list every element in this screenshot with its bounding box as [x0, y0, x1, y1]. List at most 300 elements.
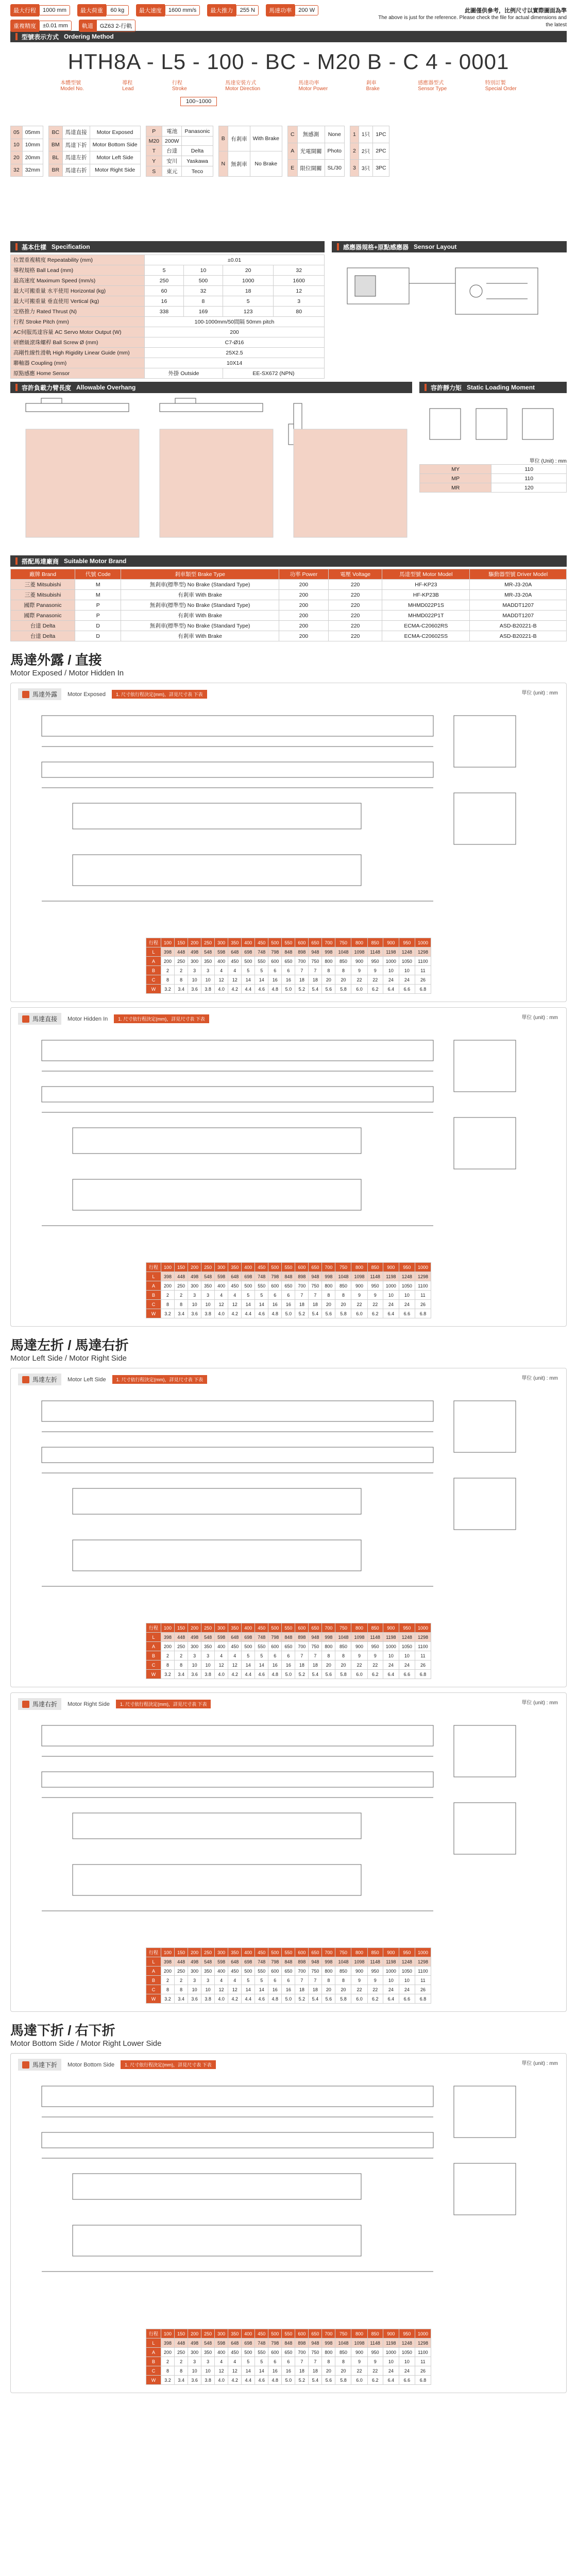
ordering-header	[10, 31, 567, 42]
drawing-note: 1. 尺寸依行程決定(mm)，詳見尺寸表 下表	[114, 1014, 209, 1023]
dimension-value: 848	[282, 2338, 295, 2348]
dimension-value: 8	[161, 1300, 175, 1309]
field-caption	[299, 78, 328, 92]
motor-voltage: 220	[329, 621, 382, 631]
dimension-value: 1148	[367, 1272, 383, 1281]
dimension-table	[146, 938, 431, 994]
dimension-value: 698	[242, 1272, 255, 1281]
dimension-value: 400	[215, 1281, 228, 1291]
motor-brand: 國際 Panasonic	[11, 600, 75, 611]
dimension-value: 8	[335, 1651, 351, 1660]
dimension-value: 698	[242, 1957, 255, 1967]
dimension-row	[146, 1263, 431, 1272]
spec-value: 100-1000mm/50間隔 50mm pitch	[145, 317, 325, 327]
dimension-value: 150	[175, 2329, 188, 2338]
table-cell: BM	[48, 139, 62, 151]
table-row	[146, 137, 213, 146]
motor-row	[11, 580, 567, 590]
dimension-row	[146, 2366, 431, 2376]
field-caption-en: Motor Direction	[225, 86, 261, 92]
dimension-value: 22	[367, 1300, 383, 1309]
motor-row	[11, 621, 567, 631]
drawing-line	[42, 1087, 433, 1102]
dimension-value: 250	[175, 1967, 188, 1976]
table-cell: 3PC	[373, 160, 389, 177]
drawing-head	[11, 1368, 566, 1385]
stroke-range: 100~1000	[180, 97, 217, 106]
dimension-value: 1100	[415, 1967, 431, 1976]
dimension-value: 700	[295, 1281, 309, 1291]
dimension-value: 1098	[351, 1957, 367, 1967]
dimension-value: 1198	[383, 1957, 399, 1967]
dimension-value: 5	[242, 2357, 255, 2366]
dimension-value: 26	[415, 975, 431, 985]
spec-value: 200	[145, 327, 325, 337]
dimension-value: 1100	[415, 1642, 431, 1651]
drawing-line	[42, 2132, 433, 2148]
spec-table	[10, 255, 325, 379]
motor-brake-type: 無剎車(標準型) No Brake (Standard Type)	[121, 580, 279, 590]
spec-pill-label: 最大荷重	[77, 4, 106, 16]
dimension-value: 8	[322, 2357, 335, 2366]
dimension-value: 400	[242, 1948, 255, 1957]
dimension-value: 900	[383, 938, 399, 947]
dimension-row	[146, 985, 431, 994]
dimension-value: 22	[351, 1300, 367, 1309]
dimension-value: 11	[415, 2357, 431, 2366]
motor-code: M	[75, 580, 121, 590]
dimension-value: 948	[309, 1957, 322, 1967]
dimension-value: 448	[175, 1957, 188, 1967]
table-row	[287, 143, 344, 160]
dimension-value: 6	[282, 966, 295, 975]
dimension-row	[146, 1291, 431, 1300]
dimension-value: 848	[282, 1957, 295, 1967]
dimension-value: 5.6	[322, 2376, 335, 2385]
table-cell: Delta	[182, 146, 213, 156]
dimension-value: 598	[215, 2338, 228, 2348]
dimension-value: 948	[309, 1633, 322, 1642]
dimension-key: 行程	[146, 2329, 161, 2338]
dimension-value: 3.2	[161, 1309, 175, 1318]
dimension-value: 3.6	[188, 1670, 201, 1679]
dimension-value: 7	[295, 966, 309, 975]
dimension-value: 700	[322, 1948, 335, 1957]
dimension-value: 5	[255, 2357, 268, 2366]
dimension-value: 900	[351, 957, 367, 966]
dimension-value: 3.4	[175, 2376, 188, 2385]
drawing-line	[42, 1447, 433, 1463]
dimension-value: 5.8	[335, 985, 351, 994]
drawing-line	[42, 716, 433, 736]
dimension-value: 14	[242, 1660, 255, 1670]
dimension-value: 548	[201, 1272, 215, 1281]
spec-pill-value: 60 kg	[106, 5, 129, 15]
dimension-value: 6.0	[351, 1670, 367, 1679]
dimension-value: 600	[268, 1967, 282, 1976]
dimension-value: 24	[383, 975, 399, 985]
dimension-value: 950	[367, 1642, 383, 1651]
dimension-value: 16	[282, 975, 295, 985]
dimension-value: 1048	[335, 1272, 351, 1281]
dimension-value: 5	[255, 966, 268, 975]
table-cell: BR	[48, 164, 62, 177]
dimension-value: 6.4	[383, 2376, 399, 2385]
dimension-value: 3	[201, 966, 215, 975]
dimension-value: 700	[322, 1263, 335, 1272]
spec-value: 25X2.5	[145, 348, 325, 358]
dimension-value: 948	[309, 2338, 322, 2348]
dimension-value: 400	[242, 2329, 255, 2338]
dimension-value: 550	[282, 1263, 295, 1272]
accent-bar	[425, 384, 427, 391]
drawing-head	[11, 1693, 566, 1710]
dimension-value: 5.8	[335, 1309, 351, 1318]
dimension-value: 22	[351, 2366, 367, 2376]
dimension-value: 9	[351, 1291, 367, 1300]
dimension-value: 6.0	[351, 1309, 367, 1318]
dimension-value: 750	[309, 1281, 322, 1291]
spec-pill-value: 255 N	[236, 5, 259, 15]
table-cell: 2	[350, 143, 359, 160]
dimension-value: 18	[295, 1660, 309, 1670]
dimension-value: 14	[255, 975, 268, 985]
dimension-value: 4.6	[255, 2376, 268, 2385]
dimension-value: 8	[322, 966, 335, 975]
dimension-value: 1048	[335, 1633, 351, 1642]
dimension-value: 1000	[415, 2329, 431, 2338]
dimension-value: 700	[322, 938, 335, 947]
dimension-value: 750	[335, 1263, 351, 1272]
dimension-value: 4	[215, 1291, 228, 1300]
dimension-value: 600	[295, 1263, 309, 1272]
drawing-line	[42, 762, 433, 777]
dimension-value: 750	[309, 2348, 322, 2357]
dimension-value: 1298	[415, 1633, 431, 1642]
table-cell: Panasonic	[182, 126, 213, 137]
dimension-value: 18	[295, 975, 309, 985]
field-caption-en: Special Order	[485, 86, 517, 92]
sensor-title-cn: 感應器規格+原點感應器	[343, 243, 409, 251]
dimension-value: 5.8	[335, 2376, 351, 2385]
dimension-value: 6	[282, 1976, 295, 1985]
drawing-line	[73, 2174, 361, 2199]
ordering-title-cn: 型號表示方式	[22, 33, 59, 41]
motor-row	[11, 631, 567, 641]
dimension-value: 24	[383, 2366, 399, 2376]
dimension-value: 3.8	[201, 1670, 215, 1679]
stroke-range-box	[180, 97, 217, 106]
dimension-table	[146, 1262, 431, 1318]
dimension-row	[146, 1994, 431, 2004]
dimension-value: 1098	[351, 1272, 367, 1281]
dimension-value: 250	[201, 1263, 215, 1272]
dimension-value: 1148	[367, 1957, 383, 1967]
dimension-value: 11	[415, 1976, 431, 1985]
dimension-value: 350	[201, 2348, 215, 2357]
dimension-value: 850	[335, 1967, 351, 1976]
drawing-note: 1. 尺寸依行程決定(mm)，詳見尺寸表 下表	[112, 1375, 208, 1384]
dimension-value: 5	[255, 1291, 268, 1300]
dimension-value: 6.8	[415, 985, 431, 994]
spec-pill	[10, 20, 72, 32]
dimension-value: 6	[268, 2357, 282, 2366]
motor-name: Motor Left Side	[67, 1376, 106, 1383]
spec-value: 32	[183, 286, 223, 296]
table-cell: Motor Exposed	[90, 126, 140, 139]
dimension-value: 100	[161, 1263, 175, 1272]
dimension-table	[146, 2329, 431, 2385]
motor-brand: 三菱 Mitsubishi	[11, 590, 75, 600]
dimension-value: 800	[322, 1967, 335, 1976]
dimension-value: 24	[399, 2366, 415, 2376]
dimension-value: 1000	[383, 1967, 399, 1976]
dimension-value: 600	[295, 1623, 309, 1633]
dimension-value: 5.4	[309, 985, 322, 994]
dimension-value: 350	[201, 957, 215, 966]
dimension-value: 18	[295, 2366, 309, 2376]
dimension-value: 400	[242, 938, 255, 947]
dimension-value: 18	[309, 2366, 322, 2376]
technical-drawing	[11, 1385, 566, 1617]
dimension-value: 900	[383, 1948, 399, 1957]
dimension-value: 548	[201, 947, 215, 957]
motor-brand: 三菱 Mitsubishi	[11, 580, 75, 590]
dimension-value: 1050	[399, 1642, 415, 1651]
dimension-value: 5	[255, 1976, 268, 1985]
spec-pill-value: 200 W	[295, 5, 318, 15]
driver-model: MADDT1207	[470, 611, 567, 621]
dimension-value: 250	[175, 2348, 188, 2357]
table-cell: Yaskawa	[182, 156, 213, 166]
dimension-value: 20	[322, 2366, 335, 2376]
dimension-value: 22	[351, 975, 367, 985]
dimension-value: 398	[161, 2338, 175, 2348]
motor-tag	[18, 2059, 61, 2071]
table-row	[350, 160, 389, 177]
dimension-value: 4.8	[268, 985, 282, 994]
spec-value: 18	[223, 286, 273, 296]
drawing-note: 1. 尺寸依行程決定(mm)，詳見尺寸表 下表	[121, 2060, 216, 2069]
motor-brake-type: 無剎車(標準型) No Brake (Standard Type)	[121, 600, 279, 611]
table-cell: MY	[420, 465, 491, 474]
table-row	[48, 164, 140, 177]
dimension-value: 400	[242, 1623, 255, 1633]
motor-power: 200	[279, 611, 328, 621]
dimension-value: 300	[215, 1948, 228, 1957]
dimension-value: 850	[335, 1281, 351, 1291]
motor-model: HF-KP23B	[382, 590, 470, 600]
dimension-value: 1098	[351, 2338, 367, 2348]
dimension-value: 998	[322, 1957, 335, 1967]
drawing-line	[73, 1540, 361, 1571]
dimension-row	[146, 957, 431, 966]
table-row	[11, 126, 43, 139]
dimension-value: 500	[268, 1948, 282, 1957]
dimension-value: 4.8	[268, 1994, 282, 2004]
dimension-value: 2	[175, 1651, 188, 1660]
dimension-value: 1100	[415, 957, 431, 966]
table-cell: 東元	[162, 166, 182, 177]
sensor-layout-diagram	[332, 252, 567, 361]
table-cell: B	[218, 126, 228, 151]
dimension-value: 26	[415, 1985, 431, 1994]
dimension-value: 950	[399, 1948, 415, 1957]
dimension-value: 650	[309, 2329, 322, 2338]
table-cell: 馬達左折	[62, 151, 90, 164]
spec-value: 16	[145, 296, 184, 307]
dimension-key: W	[146, 985, 161, 994]
table-row	[146, 156, 213, 166]
dimension-value: 800	[322, 1281, 335, 1291]
table-cell: 1只	[359, 126, 372, 143]
dimension-value: 6.0	[351, 985, 367, 994]
dimension-value: 5.0	[282, 985, 295, 994]
overhang-title-en: Allowable Overhang	[76, 384, 136, 391]
dimension-key: L	[146, 947, 161, 957]
table-cell: 10	[11, 139, 23, 151]
dimension-value: 150	[175, 1948, 188, 1957]
spec-value: C7-Ø16	[145, 337, 325, 348]
dimension-value: 2	[175, 1976, 188, 1985]
dimension-value: 12	[215, 1985, 228, 1994]
dimension-value: 24	[399, 1985, 415, 1994]
spec-value: 60	[145, 286, 184, 296]
dimension-key: 行程	[146, 938, 161, 947]
dimension-value: 650	[282, 1281, 295, 1291]
dimension-value: 200	[188, 1623, 201, 1633]
table-row	[350, 126, 389, 143]
table-cell: Motor Bottom Side	[90, 139, 140, 151]
drawing-unit: 單位 (unit) : mm	[521, 690, 558, 696]
table-row	[146, 166, 213, 177]
dimension-value: 550	[255, 957, 268, 966]
spec-value: 338	[145, 307, 184, 317]
dimension-value: 1000	[383, 957, 399, 966]
dimension-row	[146, 2376, 431, 2385]
dimension-value: 150	[175, 1623, 188, 1633]
table-cell: 05mm	[22, 126, 43, 139]
spec-title-cn: 基本仕樣	[22, 243, 47, 251]
motor-power: 200	[279, 590, 328, 600]
dimension-value: 748	[255, 1272, 268, 1281]
dimension-value: 548	[201, 2338, 215, 2348]
dimension-value: 850	[367, 1948, 383, 1957]
table-row	[420, 465, 567, 474]
field-caption	[485, 78, 517, 92]
dimension-value: 1000	[415, 1263, 431, 1272]
overhang-title-cn: 容許負載力臂長度	[22, 384, 72, 392]
driver-model: MR-J3-20A	[470, 590, 567, 600]
overhang-header	[10, 382, 412, 393]
spec-label: 導程規格 Ball Lead (mm)	[11, 265, 145, 276]
spec-row	[11, 327, 325, 337]
table-cell: M20	[146, 137, 162, 146]
dimension-row	[146, 938, 431, 947]
dimension-value: 5.0	[282, 1670, 295, 1679]
dimension-value: 498	[188, 1957, 201, 1967]
dimension-value: 600	[295, 938, 309, 947]
moment-title-en: Static Loading Moment	[467, 384, 535, 391]
dimension-value: 398	[161, 947, 175, 957]
dimension-value: 6.4	[383, 1994, 399, 2004]
dimension-value: 950	[367, 1967, 383, 1976]
dimension-value: 350	[228, 938, 242, 947]
dimension-value: 8	[175, 1660, 188, 1670]
dimension-value: 3.6	[188, 985, 201, 994]
motor-name: Motor Exposed	[67, 691, 106, 698]
field-caption-en: Brake	[366, 86, 380, 92]
table-cell: 3只	[359, 160, 372, 177]
spec-value: 20	[223, 265, 273, 276]
dimension-value: 16	[268, 1300, 282, 1309]
motor-tag-label: 馬達外露	[32, 691, 58, 698]
motor-row	[11, 611, 567, 621]
dimension-key: C	[146, 1660, 161, 1670]
moment-title-cn: 容許靜力矩	[431, 384, 462, 392]
dimension-value: 850	[367, 1623, 383, 1633]
dimension-value: 950	[367, 957, 383, 966]
dimension-value: 8	[322, 1976, 335, 1985]
dimension-value: 16	[268, 1660, 282, 1670]
dimension-value: 350	[201, 1642, 215, 1651]
dimension-value: 800	[351, 1623, 367, 1633]
dimension-value: 650	[282, 2348, 295, 2357]
dimension-value: 800	[322, 957, 335, 966]
dimension-value: 1298	[415, 2338, 431, 2348]
dimension-value: 800	[351, 938, 367, 947]
section-title: 馬達下折 / 右下折	[10, 2023, 115, 2038]
dimension-value: 10	[201, 1660, 215, 1670]
dimension-value: 998	[322, 1272, 335, 1281]
dimension-value: 250	[201, 1948, 215, 1957]
direction-table	[48, 126, 141, 177]
dimension-value: 450	[228, 2348, 242, 2357]
dimension-value: 8	[175, 1300, 188, 1309]
spec-row	[11, 358, 325, 368]
dimension-value: 6.2	[367, 1309, 383, 1318]
dimension-value: 200	[188, 1948, 201, 1957]
field-caption-en: Motor Power	[298, 86, 328, 92]
dimension-value: 798	[268, 1272, 282, 1281]
dimension-value: 398	[161, 1633, 175, 1642]
dimension-value: 550	[255, 2348, 268, 2357]
motor-model: HF-KP23	[382, 580, 470, 590]
dimension-value: 800	[351, 1948, 367, 1957]
dimension-value: 700	[295, 1967, 309, 1976]
motor-model: ECMA-C20602RS	[382, 621, 470, 631]
dimension-value: 1148	[367, 1633, 383, 1642]
dimension-value: 898	[295, 1633, 309, 1642]
table-cell: 1	[350, 126, 359, 143]
dimension-key: W	[146, 1670, 161, 1679]
drawing-line	[454, 1117, 516, 1169]
spec-row	[11, 337, 325, 348]
top-note-cn: 此圖僅供參考，比例尺寸以實際圖面為準	[465, 8, 567, 14]
dimension-value: 450	[228, 957, 242, 966]
dimension-value: 6.2	[367, 1670, 383, 1679]
motor-tag-label: 馬達直接	[32, 1015, 58, 1023]
dimension-value: 5.2	[295, 1309, 309, 1318]
field-caption-cn: 行程	[172, 80, 182, 86]
dimension-value: 6.2	[367, 1994, 383, 2004]
dimension-value: 450	[228, 1967, 242, 1976]
sensor-table	[287, 126, 345, 177]
dimension-value: 2	[161, 2357, 175, 2366]
dimension-row	[146, 1967, 431, 1976]
table-cell: 台達	[162, 146, 182, 156]
dimension-value: 700	[322, 2329, 335, 2338]
